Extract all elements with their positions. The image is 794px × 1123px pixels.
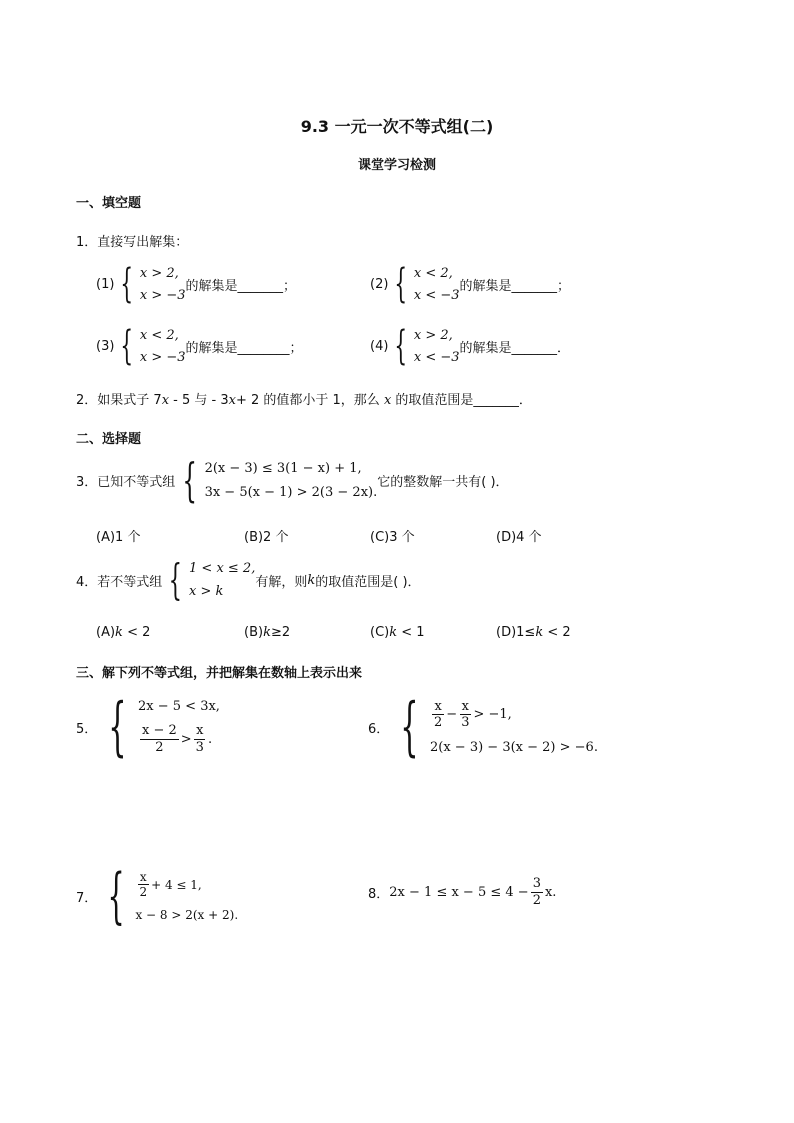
variable-x: x <box>161 393 170 408</box>
system-line-2: x > k <box>189 584 224 599</box>
question-8 <box>368 876 556 908</box>
option-c[interactable]: (C)k < 1 <box>370 625 425 640</box>
left-brace-icon: { <box>168 555 183 604</box>
variable-k: k <box>307 572 316 588</box>
inequality-left: 2x − 1 ≤ x − 5 ≤ 4 − <box>389 884 529 900</box>
left-brace-icon: { <box>108 690 127 764</box>
answer-blank-text: 的解集是________； <box>185 340 303 356</box>
question-number: 5． <box>76 721 98 737</box>
system-line-2: x < −3 <box>413 349 460 365</box>
inequality-system <box>162 557 255 603</box>
option-b[interactable]: (B)k≥2 <box>244 625 291 640</box>
variable-x: x <box>228 393 236 408</box>
answer-blank-text: 的解集是_______； <box>185 278 297 294</box>
item-number: (3) <box>96 338 115 354</box>
system-line-1: x < 2, <box>139 327 179 343</box>
system-line-1: 2(x − 3) ≤ 3(1 − x) + 1, <box>204 460 362 476</box>
system-line-2: x − 8 > 2(x + 2). <box>135 907 239 922</box>
page-subtitle: 课堂学习检测 <box>357 158 436 173</box>
option-a[interactable]: (A)1 个 <box>96 530 141 545</box>
question-4 <box>76 557 421 603</box>
answer-blank-text: 的解集是_______． <box>459 340 571 356</box>
inequality-system <box>388 324 459 368</box>
question-3-suffix: 它的整数解一共有( )． <box>377 474 509 490</box>
system-line-2: x < −3 <box>413 287 460 303</box>
question-4-prefix: 4．若不等式组 <box>76 574 163 590</box>
question-2-text-2: - 5 与 - 3 <box>169 393 229 408</box>
question-number: 7． <box>76 890 98 906</box>
question-2 <box>76 389 532 408</box>
left-brace-icon: { <box>400 690 419 764</box>
question-number: 6． <box>368 721 390 737</box>
system-line-2: x > −3 <box>139 349 186 365</box>
question-4-text-2: 的取值范围是( )． <box>315 574 421 590</box>
item-number: (4) <box>370 338 389 354</box>
question-3 <box>76 453 509 507</box>
question-2-text-4: 的取值范围是_______． <box>391 393 532 408</box>
question-6 <box>368 690 598 764</box>
inequality-system <box>97 861 239 931</box>
system-line-1: x < 2, <box>413 265 453 281</box>
left-brace-icon: { <box>394 261 408 307</box>
system-line-1: 1 < x ≤ 2, <box>189 561 256 576</box>
question-number: 8． <box>368 886 390 902</box>
question-1-item-3 <box>96 324 303 368</box>
inequality-system <box>175 453 378 507</box>
section-heading-fill-blank: 一、填空题 <box>76 196 142 211</box>
question-4-text-1: 有解，则 <box>255 574 308 590</box>
variable-x: x <box>383 393 392 408</box>
question-1-item-2 <box>370 262 570 306</box>
left-brace-icon: { <box>394 323 408 369</box>
question-5 <box>76 690 220 764</box>
question-1-item-1 <box>96 262 296 306</box>
option-d[interactable]: (D)1≤k < 2 <box>496 625 571 640</box>
system-line-1: x > 2, <box>139 265 179 281</box>
section-heading-solve: 三、解下列不等式组，并把解集在数轴上表示出来 <box>76 666 363 681</box>
system-line-2: x > −3 <box>139 287 186 303</box>
inequality-system <box>114 262 185 306</box>
left-brace-icon: { <box>120 261 134 307</box>
question-7 <box>76 861 239 931</box>
question-1-item-4 <box>370 324 570 368</box>
inequality-right: x. <box>544 884 557 900</box>
option-a[interactable]: (A)k < 2 <box>96 625 151 640</box>
system-line-1: $\frac{x}{2}$ + 4 ≤ 1, <box>139 870 202 900</box>
inequality-system <box>389 690 598 764</box>
inequality-system <box>97 690 220 764</box>
left-brace-icon: { <box>120 323 134 369</box>
option-c[interactable]: (C)3 个 <box>370 530 415 545</box>
item-number: (1) <box>96 276 115 292</box>
page-title: 9.3 一元一次不等式组(二) <box>300 117 494 136</box>
system-line-1: x > 2, <box>413 327 453 343</box>
question-1-label: 1．直接写出解集： <box>76 235 189 250</box>
option-d[interactable]: (D)4 个 <box>496 530 542 545</box>
answer-blank-text: 的解集是_______； <box>459 278 571 294</box>
system-line-2: 2(x − 3) − 3(x − 2) > −6. <box>430 740 598 756</box>
option-b[interactable]: (B)2 个 <box>244 530 289 545</box>
inequality-system <box>114 324 185 368</box>
item-number: (2) <box>370 276 389 292</box>
left-brace-icon: { <box>182 453 198 507</box>
left-brace-icon: { <box>107 861 125 931</box>
system-line-2: $\frac{x - 2}{2}$ > $\frac{x}{3}$ . <box>142 723 213 755</box>
question-2-text-3: + 2 的值都小于 1，那么 <box>235 393 384 408</box>
question-3-prefix: 3．已知不等式组 <box>76 474 176 490</box>
question-2-text-1: 2．如果式子 7 <box>76 393 162 408</box>
inequality-system <box>388 262 459 306</box>
system-line-2: 3x − 5(x − 1) > 2(3 − 2x). <box>204 484 378 500</box>
system-line-1: $\frac{x}{2}$ − $\frac{x}{3}$ > −1, <box>434 698 512 731</box>
system-line-1: 2x − 5 < 3x, <box>138 698 220 714</box>
fraction: $\frac{3}{2}$ <box>532 876 541 908</box>
section-heading-multiple-choice: 二、选择题 <box>76 432 142 447</box>
